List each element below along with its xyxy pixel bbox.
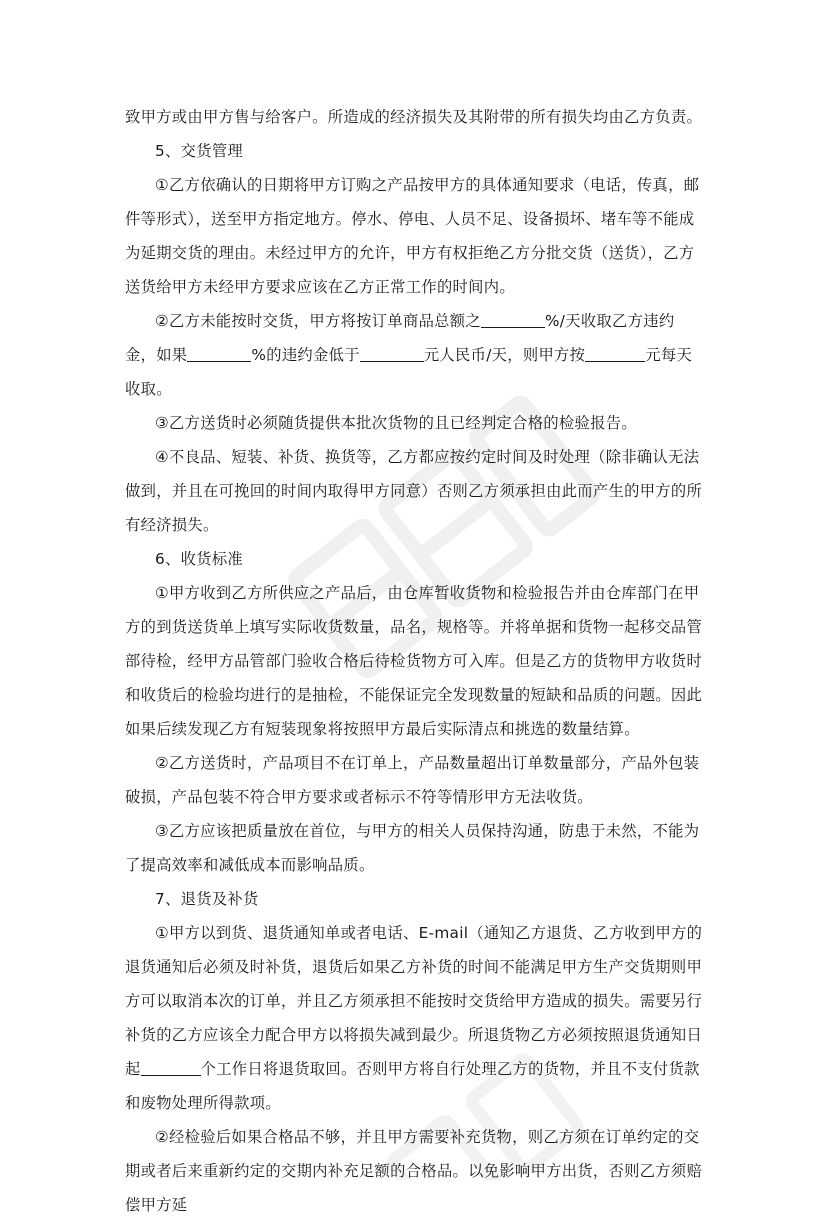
paragraph-receiving-2: ②乙方送货时，产品项目不在订单上，产品数量超出订单数量部分，产品外包装破损，产品包装不符合甲方要求或者标示不符等情形甲方无法收货。 <box>125 754 700 806</box>
paragraph-delivery-4: ④不良品、短装、补货、换货等，乙方都应按约定时间及时处理（除非确认无法做到，并且在可挽回的时间内取得甲方同意）否则乙方须承担由此而产生的甲方的所有经济损失。 <box>125 448 703 534</box>
paragraph-receiving-1: ①甲方收到乙方所供应之产品后，由仓库暂收货物和检验报告并由仓库部门在甲方的到货送货单上填写实际收货数量，品名，规格等。并将单据和货物一起移交品管部待检，经甲方品管部门验收合格后待检货物方可入库。但是乙方的货物甲方收货时和收货后的检验均进行的是抽检，不能保证完全发现数量的短缺和品质的问题。因此如果后续发现乙方有短装现象将按照甲方最后实际清点和挑选的数量结算。 <box>125 584 703 738</box>
section-heading-delivery: 5、交货管理 <box>155 142 244 160</box>
paragraph-returns-1 <box>125 916 705 1120</box>
paragraph-receiving-3: ③乙方应该把质量放在首位，与甲方的相关人员保持沟通，防患于未然，不能为了提高效率和减低成本而影响品质。 <box>125 822 700 874</box>
text-segment: 元每天收取。 <box>125 346 693 398</box>
paragraph-delivery-2 <box>125 304 705 406</box>
section-heading-returns: 7、退货及补货 <box>155 890 259 908</box>
fill-blank-amount[interactable] <box>360 343 424 362</box>
paragraph-delivery-3: ③乙方送货时必须随货提供本批次货物的且已经判定合格的检验报告。 <box>155 414 637 432</box>
text-segment: %的违约金低于 <box>251 346 360 364</box>
text-segment: ②乙方未能按时交货，甲方将按订单商品总额之 <box>155 312 481 330</box>
text-segment: 元人民币/天，则甲方按 <box>423 346 586 364</box>
text-segment: 个工作日将退货取回。否则甲方将自行处理乙方的货物，并且不支付货款和废物处理所得款项。 <box>125 1060 700 1112</box>
paragraph-returns-2: ②经检验后如果合格品不够，并且甲方需要补充货物，则乙方须在订单约定的交期或者后来重新约定的交期内补充足额的合格品。以免影响甲方出货，否则乙方须赔偿甲方延 <box>125 1128 703 1214</box>
text-segment: ①甲方以到货、退货通知单或者电话、E-mail（通知乙方退货、乙方收到甲方的退货通知后必须及时补货，退货后如果乙方补货的时间不能满足甲方生产交货期则甲方可以取消本次的订单，并且乙方须承担不能按时交货给甲方造成的损失。需要另行补货的乙方应该全力配合甲方以将损失减到最少。所退货物乙方必须按照退货通知日起 <box>125 924 703 1078</box>
text-segment: %/天收取乙方违约金，如果 <box>125 312 675 364</box>
paragraph-delivery-1: ①乙方依确认的日期将甲方订购之产品按甲方的具体通知要求（电话，传真，邮件等形式），送至甲方指定地方。停水、停电、人员不足、设备损坏、堵车等不能成为延期交货的理由。未经过甲方的允许，甲方有权拒绝乙方分批交货（送货），乙方送货给甲方未经甲方要求应该在乙方正常工作的时间内。 <box>125 176 700 296</box>
section-heading-receiving: 6、收货标准 <box>155 550 244 568</box>
fill-blank-daily-amount[interactable] <box>585 343 645 362</box>
fill-blank-workdays[interactable] <box>141 1057 201 1076</box>
fill-blank-percent[interactable] <box>481 309 545 328</box>
paragraph-continuation: 致甲方或由甲方售与给客户。所造成的经济损失及其附带的所有损失均由乙方负责。 <box>125 108 703 126</box>
document-body <box>125 100 705 1222</box>
fill-blank-percent-2[interactable] <box>187 343 251 362</box>
